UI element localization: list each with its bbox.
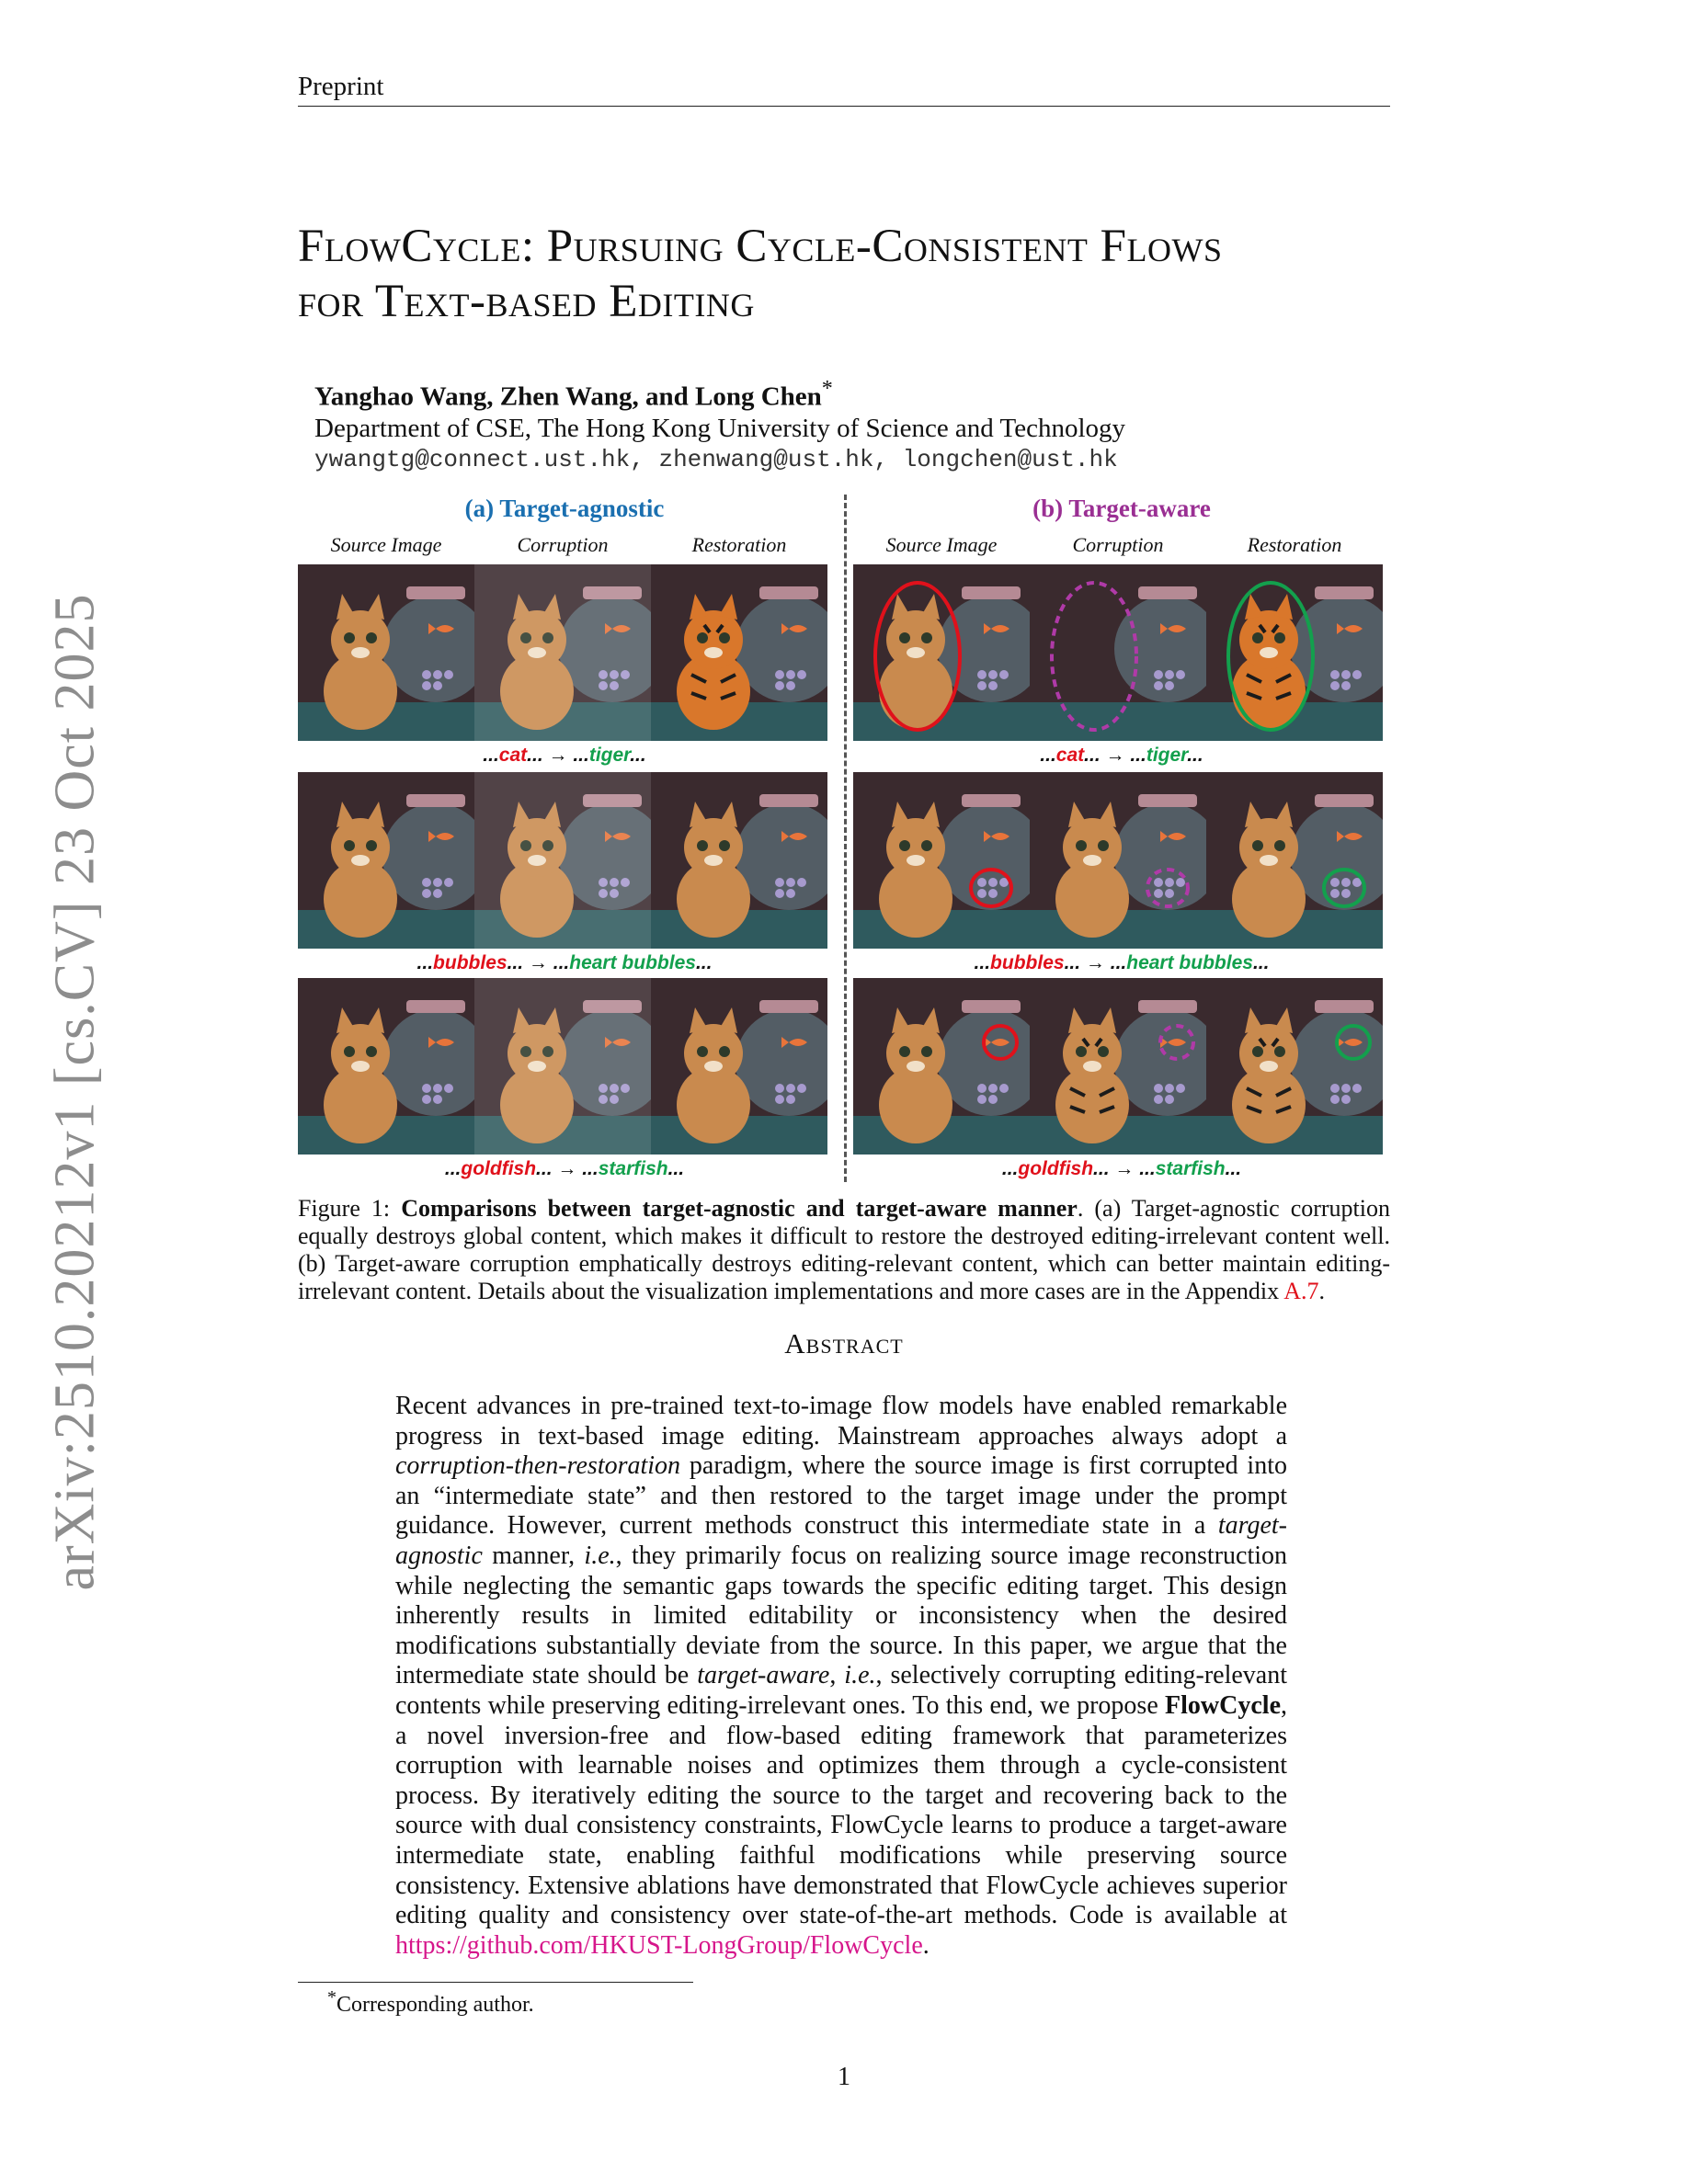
target-word: starfish [598, 1158, 668, 1179]
affiliation: Department of CSE, The Hong Kong University of Science and Technology [314, 413, 1126, 443]
panel-divider [844, 495, 847, 1182]
source-word: bubbles [433, 952, 508, 973]
figure-image-b-row2-restoration [1206, 772, 1383, 949]
figure-image-a-row1-source [298, 564, 474, 741]
page-number: 1 [838, 2063, 850, 2091]
figure-image-b-row3-restoration [1206, 978, 1383, 1155]
col-label-source-b: Source Image [885, 533, 998, 556]
caption-fragment: → [1105, 745, 1125, 766]
title-line-1: FlowCycle: Pursuing Cycle-Consistent Flows [298, 221, 1223, 272]
figure-image-a-row3-corruption [474, 978, 651, 1155]
paper-title [298, 219, 1401, 329]
caption-fragment: → [1114, 1158, 1135, 1179]
author-emails: ywangtg@connect.ust.hk, zhenwang@ust.hk, longchen@ust.hk [314, 445, 1118, 473]
author-block [314, 373, 1125, 475]
caption-fragment: ... [1040, 745, 1056, 766]
col-label-corruption-b: Corruption [1072, 533, 1164, 556]
edit-prompt-caption [298, 952, 831, 974]
caption-fragment: ... [1064, 952, 1086, 973]
col-label-source-a: Source Image [330, 533, 442, 556]
col-label-corruption-a: Corruption [517, 533, 609, 556]
caption-fragment: ... [547, 952, 570, 973]
edit-prompt-caption [298, 1158, 831, 1180]
caption-fragment: ... [527, 745, 549, 766]
caption-fragment: ... [576, 1158, 599, 1179]
edit-prompt-caption [853, 952, 1390, 974]
source-word: cat [1055, 745, 1085, 766]
caption-fragment: ... [974, 952, 991, 973]
caption-fragment: ... [1187, 745, 1203, 766]
caption-fragment: ... [567, 745, 589, 766]
figure-image-a-row2-corruption [474, 772, 651, 949]
title-line-2: for Text-based Editing [298, 276, 755, 327]
caption-fragment: → [528, 952, 548, 973]
figure-image-b-row1-restoration [1206, 564, 1383, 741]
figure-image-a-row1-restoration [651, 564, 827, 741]
panel-title-a: (a) Target-agnostic [464, 495, 665, 522]
figure-caption: Figure 1: Comparisons between target-agnostic and target-aware manner. (a) Target-agnostic corruption equally destroys global content, which makes it difficult to restore the destroyed editing-irrelevant content well. (b) Target-aware corruption emphatically destroys editing-relevant content, which can better maintain editing-irrelevant content. Details about the visualization implementations and more cases are in the Appendix A.7. [298, 1195, 1391, 1304]
target-word: heart bubbles [1126, 952, 1253, 973]
caption-fragment: ... [416, 952, 434, 973]
footnote: *Corresponding author. [327, 1987, 534, 2017]
edit-prompt-caption [853, 745, 1390, 767]
caption-fragment: ... [1134, 1158, 1156, 1179]
caption-fragment: → [557, 1158, 577, 1179]
target-word: tiger [1146, 745, 1188, 766]
caption-fragment: ... [1104, 952, 1127, 973]
caption-fragment: ... [1225, 1158, 1242, 1179]
target-word: heart bubbles [569, 952, 696, 973]
source-word: goldfish [1018, 1158, 1094, 1179]
edit-prompt-caption [298, 745, 831, 767]
figure-image-b-row1-source [853, 564, 1030, 741]
caption-fragment: ... [483, 745, 499, 766]
caption-fragment: ... [695, 952, 713, 973]
source-word: cat [498, 745, 528, 766]
caption-fragment: → [548, 745, 568, 766]
figure-image-b-row3-source [853, 978, 1030, 1155]
abstract-body: Recent advances in pre-trained text-to-image flow models have enabled remarkable progress in text-based image editing. Mainstream approaches always adopt a corruption-then-restoration paradigm, where the source image is first corrupted into an “intermediate state” and then restored to the target image under the prompt guidance. However, current methods construct this intermediate state in a target-agnostic manner, i.e., they primarily focus on realizing source image reconstruction while neglecting the semantic gaps towards the specific editing target. This design inherently results in limited editability or inconsistency when the desired modifications substantially deviate from the source. In this paper, we argue that the intermediate state should be target-aware, i.e., selectively corrupting editing-relevant contents while preserving editing-irrelevant ones. To this end, we propose FlowCycle, a novel inversion-free and flow-based editing framework that parameterizes corruption with learnable noises and optimizes them through a cycle-consistent process. By iteratively editing the source to the target and recovering back to the source with dual consistency constraints, FlowCycle learns to produce a target-aware intermediate state, enabling faithful modifications while preserving source consistency. Extensive ablations have demonstrated that FlowCycle achieves superior editing quality and consistency over state-of-the-art methods. Code is available at https://github.com/HKUST-LongGroup/FlowCycle. [395, 1392, 1288, 1960]
col-label-restoration-b: Restoration [1247, 533, 1342, 556]
panel-title-b: (b) Target-aware [1032, 495, 1211, 522]
caption-fragment: ... [1093, 1158, 1115, 1179]
edit-prompt-caption [853, 1158, 1390, 1180]
figure-1 [298, 495, 1390, 1186]
source-word: goldfish [461, 1158, 537, 1179]
caption-fragment: ... [1001, 1158, 1019, 1179]
figure-image-b-row1-corruption [1030, 564, 1206, 741]
figure-image-a-row3-restoration [651, 978, 827, 1155]
figure-image-b-row2-corruption [1030, 772, 1206, 949]
figure-image-b-row3-corruption [1030, 978, 1206, 1155]
arxiv-identifier: arXiv:2510.20212v1 [cs.CV] 23 Oct 2025 [43, 593, 107, 1591]
abstract-heading: Abstract [784, 1327, 904, 1359]
method-name: FlowCycle [1165, 1690, 1281, 1720]
caption-fragment: ... [1084, 745, 1106, 766]
source-word: bubbles [990, 952, 1065, 973]
figure-image-a-row2-restoration [651, 772, 827, 949]
caption-fragment: ... [536, 1158, 558, 1179]
figure-image-a-row3-source [298, 978, 474, 1155]
col-label-restoration-a: Restoration [691, 533, 787, 556]
caption-fragment: ... [444, 1158, 462, 1179]
caption-fragment: ... [630, 745, 646, 766]
figure-image-b-row2-source [853, 772, 1030, 949]
corresponding-marker: * [821, 376, 833, 401]
caption-fragment: → [1085, 952, 1105, 973]
figure-image-a-row1-corruption [474, 564, 651, 741]
figure-label: Figure 1: [298, 1195, 402, 1222]
running-header: Preprint [298, 72, 1390, 107]
footnote-rule [298, 1982, 693, 1983]
figure-image-a-row2-source [298, 772, 474, 949]
target-word: tiger [588, 745, 631, 766]
caption-fragment: ... [1252, 952, 1270, 973]
caption-lead: Comparisons between target-agnostic and target-aware manner [401, 1195, 1078, 1222]
caption-text: . (a) Target-agnostic corruption equally destroys global content, which makes it difficult to restore the destroyed editing-irrelevant content well. (b) Target-aware corruption emphatically destroys editing-relevant content, which can better maintain editing-irrelevant content. Details about the visualization implementations and more cases are in the Appendix [298, 1195, 1391, 1304]
caption-fragment: ... [1124, 745, 1146, 766]
author-names: Yanghao Wang, Zhen Wang, and Long Chen* [314, 376, 833, 412]
code-link[interactable]: https://github.com/HKUST-LongGroup/FlowCycle [395, 1930, 923, 1960]
caption-fragment: ... [667, 1158, 685, 1179]
caption-fragment: ... [507, 952, 529, 973]
target-word: starfish [1155, 1158, 1226, 1179]
appendix-link[interactable]: A.7 [1283, 1278, 1319, 1304]
